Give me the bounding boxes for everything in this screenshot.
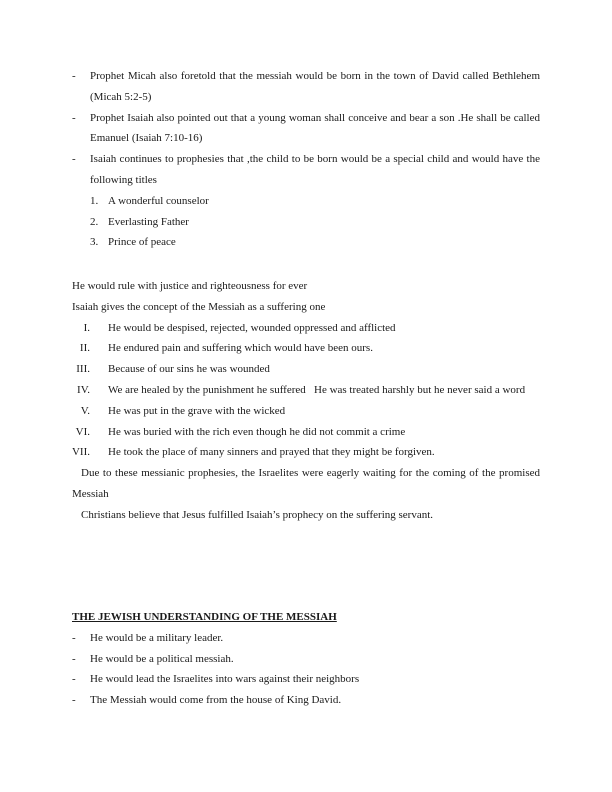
- roman-numeral: VII.: [71, 446, 90, 459]
- roman-numeral: V.: [80, 404, 90, 417]
- item-text: Because of our sins he was wounded: [108, 363, 270, 376]
- list-item: [72, 66, 540, 108]
- list-item: [60, 401, 540, 422]
- list-item: [60, 318, 540, 339]
- item-text: Isaiah continues to prophesies that ,the child to be born would be a special child and would have the following titles: [90, 153, 540, 186]
- bullet: -: [72, 652, 76, 665]
- roman-numeral: II.: [79, 342, 90, 355]
- list-item: [72, 669, 540, 690]
- item-text: We are healed by the punishment he suffered He was treated harshly but he never said a word: [108, 383, 526, 396]
- list-item: [60, 442, 540, 463]
- suffering-section: [72, 276, 540, 526]
- bullet: -: [72, 153, 76, 166]
- item-text: He endured pain and suffering which would have been ours.: [108, 342, 373, 355]
- list-item: [72, 149, 540, 191]
- list-item: [60, 380, 540, 401]
- list-item: [90, 191, 540, 212]
- item-text: He would lead the Israelites into wars against their neighbors: [90, 673, 360, 686]
- roman-numeral: I.: [83, 321, 90, 334]
- paragraph: Christians believe that Jesus fulfilled Isaiah’s prophecy on the suffering servant.: [81, 508, 434, 521]
- bullet: -: [72, 70, 76, 82]
- item-text: He would be a military leader.: [90, 631, 224, 644]
- bullet: -: [72, 694, 76, 707]
- item-text: Everlasting Father: [108, 215, 189, 228]
- list-item: [72, 108, 540, 150]
- roman-numeral: IV.: [77, 383, 90, 396]
- item-text: He was buried with the rich even though he did not commit a crime: [108, 425, 406, 438]
- list-item: [60, 422, 540, 443]
- list-item: [72, 628, 540, 649]
- bullet: -: [72, 673, 76, 686]
- number: 2.: [90, 215, 99, 228]
- item-text: Prince of peace: [108, 236, 176, 249]
- item-text: Prophet Isaiah also pointed out that a young woman shall conceive and bear a son .He shall be called Emanuel (Isaiah 7:10-16): [90, 111, 540, 145]
- section-heading: THE JEWISH UNDERSTANDING OF THE MESSIAH: [72, 611, 337, 623]
- paragraph: He would rule with justice and righteousness for ever: [72, 280, 308, 292]
- bullet: -: [72, 631, 76, 644]
- paragraph: Due to these messianic prophesies, the Israelites were eagerly waiting for the coming of the promised Messiah: [72, 467, 540, 500]
- item-text: He would be a political messiah.: [90, 652, 234, 665]
- roman-numeral: III.: [76, 363, 90, 376]
- list-item: [72, 649, 540, 670]
- item-text: He was put in the grave with the wicked: [108, 404, 286, 417]
- item-text: Prophet Micah also foretold that the messiah would be born in the town of David called Bethlehem (Micah 5:2-5): [90, 70, 540, 103]
- paragraph: Isaiah gives the concept of the Messiah as a suffering one: [72, 300, 326, 313]
- item-text: The Messiah would come from the house of King David.: [90, 694, 342, 707]
- prophecy-list: [72, 66, 540, 253]
- list-item: [90, 232, 540, 253]
- titles-list: [72, 191, 540, 253]
- bullet: -: [72, 111, 76, 124]
- list-item: [60, 359, 540, 380]
- number: 1.: [90, 194, 99, 207]
- item-text: He took the place of many sinners and prayed that they might be forgiven.: [108, 446, 435, 459]
- item-text: A wonderful counselor: [108, 194, 209, 207]
- list-item: [60, 338, 540, 359]
- roman-numeral: VI.: [75, 425, 90, 438]
- list-item: [90, 212, 540, 233]
- item-text: He would be despised, rejected, wounded oppressed and afflicted: [108, 321, 396, 334]
- list-item: [72, 690, 540, 711]
- jewish-understanding-section: [72, 607, 540, 711]
- number: 3.: [90, 236, 99, 249]
